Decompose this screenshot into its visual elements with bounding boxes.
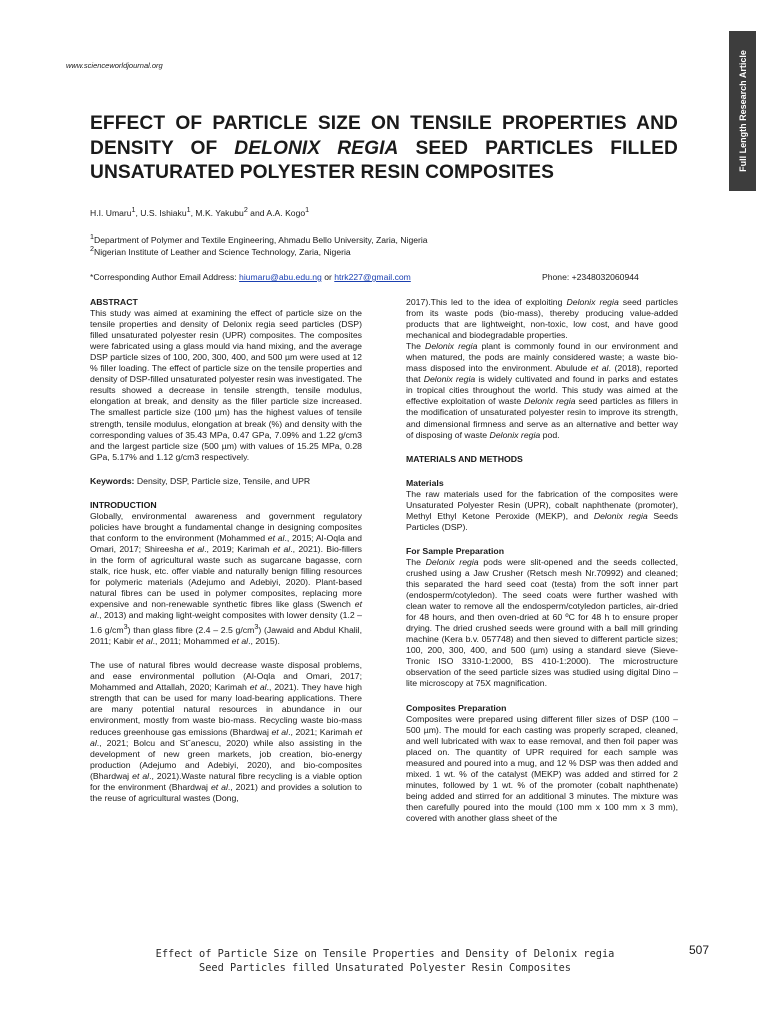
phone-number: Phone: +2348032060944	[542, 272, 639, 282]
paper-title	[90, 112, 678, 186]
italic-run: et al	[272, 543, 291, 554]
text-run: ) than glass fibre (2.4 – 2.5 g/cm	[127, 625, 255, 636]
italic-run: et al	[267, 532, 285, 543]
title-part-1: EFFECT OF PARTICLE SIZE ON TENSILE PROPERTIES AND DENSITY OF	[90, 113, 678, 159]
author-1-affil: 1	[131, 206, 136, 214]
article-type-label: Full Length Research Article	[737, 50, 748, 172]
composites-prep-paragraph: Composites were prepared using different filler sizes of DSP (100 – 500 µm). The mould for each casting was properly scraped, cleaned, and well lubricated with wax to ease removal, and then foil paper was placed on. The quantity of UPR required for each sample was measured and poured into a mug, and 12 % DSP was then added and mixed. 1 wt. % of the catalyst (MEKP) was added and stirred for 2 minutes, followed by 1 wt. % of the promoter (cobalt naphthenate) being added and stirred for an additional 3 minutes. The mixture was then carefully poured into the mould (100 mm x 100 mm x 3 mm), covered with another glass sheet of the	[406, 713, 678, 823]
intro-paragraph-3	[406, 297, 678, 341]
intro-paragraph-4	[406, 341, 678, 440]
text-run: The	[406, 556, 426, 567]
sample-prep-heading: For Sample Preparation	[406, 545, 505, 556]
introduction-heading: INTRODUCTION	[90, 499, 157, 510]
text-run: ., 2015).	[248, 636, 280, 647]
italic-run: et al	[210, 781, 228, 792]
affiliation-1-number: 1	[90, 233, 94, 241]
abstract-heading: ABSTRACT	[90, 297, 138, 307]
text-run: ., 2015; Al-Oqla and Omari, 2017; Shireesha	[90, 532, 363, 554]
author-3-affil: 2	[243, 206, 248, 214]
author-2-affil: 1	[186, 206, 191, 214]
author-4-affil: 1	[305, 206, 310, 214]
italic-run: et al	[132, 770, 150, 781]
text-run: is widely cultivated and found in parks and estates in tropical cities throughout the world. This study was aimed at the effective exploitation of waste	[406, 374, 678, 407]
text-run: plant is commonly found in our environment and when matured, the pods are mainly considered waste; a waste bio-mass disposed into the environment. Abulude	[406, 341, 678, 374]
text-run: ., 2013) and making light-weight composites with lower density (1.2 – 1.6 g/cm	[90, 610, 362, 636]
article-type-tab	[729, 31, 756, 191]
keywords-text: Density, DSP, Particle size, Tensile, and UPR	[134, 475, 311, 486]
affiliation-2	[90, 245, 351, 257]
italic-run: et al	[136, 636, 153, 647]
abstract-text: This study was aimed at examining the effect of particle size on the tensile properties and density of Delonix regia seed particles (DSP) filled unsaturated polyester resin (UPR) composites. The composites were fabricated using a glass mould via hand mixing, and the average DSP particle sizes of 100, 200, 300, 400, and 500 µm were used at 12 % filler loading. The effect of particle size on the tensile properties and density of DSP-filled unsaturated polyester resin was investigated. The results showed a decrease in tensile strength, tensile modulus, elongation at break, and density as the filler particle size increased. The smallest particle size (100 µm) has the highest values of tensile strength, tensile modulus, elongation at break (%) and density with the corresponding values of 35.43 MPa, 0.47 GPa, 7.09% and 1.22 g/cm3 and the largest particle size (500 µm) with values of 15.25 MPa, 0.28 GPa, 5.17% and 1.12 g/cm3 respectively.	[90, 308, 362, 462]
affiliation-1	[90, 233, 428, 245]
text-run: ., 2021; Bolcu and St˘anescu, 2020) while also assisting in the development of new green markets, job creation, bio-energy production (Adejumo and Adebiyi, 2020), and bio-composites (Bhardwaj	[90, 737, 362, 781]
affiliation-2-number: 2	[90, 245, 94, 253]
italic-run: et al	[90, 599, 362, 621]
author-4: and A.A. Kogo	[247, 207, 306, 218]
text-run: ., 2021). Bio-fillers in the form of agricultural waste such as sugarcane bagasse, corn stalk, rice husk, etc. offer viable and naturally benign filling resources for polymeric materials (Adejumo and Adebiyi, 2020). Plant-based natural fibres can be used in polymer composites, replacing more expensive and non-renewable synthetic fibres like glass (Swench	[90, 543, 363, 610]
corresponding-label: *Corresponding Author Email Address:	[90, 272, 240, 282]
text-run: . (2018), reported that	[406, 363, 679, 385]
affiliation-2-text: Nigerian Institute of Leather and Science Technology, Zaria, Nigeria	[93, 246, 351, 257]
text-run: ., 2021). They have high strength that can be used for many load-bearing applications. There are many potential natural resources in abundance in our environment, mostly from waste bio-mass. Recycling waste bio-mass reduces greenhouse gas emissions (Bhardwaj	[90, 682, 362, 737]
title-part-2: SEED PARTICLES FILLED UNSATURATED POLYESTER RESIN COMPOSITES	[90, 137, 678, 183]
italic-run: Delonix regia	[524, 396, 576, 407]
intro-paragraph-1	[90, 511, 362, 647]
right-column	[406, 297, 678, 824]
superscript: 3	[123, 622, 128, 632]
text-run: Globally, environmental awareness and government regulatory policies have brought a fundamental change in designing composites that conform to the environment (Mohammed	[90, 510, 362, 543]
text-run: ., 2021).Waste natural fibre recycling is a viable option for the environment (Bhardwaj	[90, 770, 362, 792]
text-run: The use of natural fibres would decrease waste disposal problems, and ease environmental pollution (Al-Oqla and Omari, 2017; Mohammed and Attallah, 2020; Karimah	[90, 660, 362, 693]
italic-run: Delonix regia	[566, 297, 619, 307]
text-run: ., 2011; Mohammed	[152, 636, 232, 647]
materials-heading: Materials	[406, 477, 444, 488]
text-run: The raw materials used for the fabrication of the composites were Unsaturated Polyester Resin (UPR), cobalt naphthenate (promoter), Methyl Ethyl Ketone Peroxide (MEKP), and	[406, 488, 678, 521]
text-run: The	[406, 341, 426, 352]
italic-run: Delonix regia	[423, 374, 476, 385]
author-1: H.I. Umaru	[90, 207, 132, 218]
author-list	[90, 206, 309, 218]
text-run: pod.	[540, 429, 560, 440]
materials-paragraph	[406, 489, 678, 533]
keywords-label: Keywords:	[90, 475, 135, 486]
author-3: , M.K. Yakubu	[190, 207, 244, 218]
italic-run: et al	[271, 726, 289, 737]
composites-prep-heading: Composites Preparation	[406, 702, 507, 713]
author-2: , U.S. Ishiaku	[135, 207, 187, 218]
affiliation-1-text: Department of Polymer and Textile Engineering, Ahmadu Bello University, Zaria, Nigeria	[93, 234, 428, 245]
keywords	[90, 476, 362, 487]
running-footer	[100, 947, 670, 975]
text-run: ., 2019; Karimah	[204, 543, 273, 554]
italic-run: et al	[590, 363, 609, 374]
italic-run: Delonix regia	[425, 341, 478, 352]
text-run: pods were slit-opened and the seeds collected, crushed using a Jaw Crusher (Retsch mesh Nr.70992) and cleaned; this separated the hard seed coat (testa) from the soft inner part (endosperm/cotyledon). The seed coats were further washed with clean water to remove all the endosperm/cotyledon particles, air-dried for 48 hours, and then oven-dried at 60 ºC for 48 h to ensure proper drying. The dried crushed seeds were ground with a ball mill grinding machine (Kera b.v. 057748) and then sieved to different particle sizes; 100, 200, 300, 400, and 500 (µm) using a standard sieve (Sieve-Tronic ISO 3310-1:2000, BS 410-1:2000). The microstructure observation of the seed particle sizes was studied using digital Dino – lite microscopy at 75X magnification.	[406, 556, 678, 689]
superscript: 3	[254, 622, 259, 632]
italic-run: et al	[186, 543, 205, 554]
email-separator: or	[321, 272, 335, 282]
email-link-1[interactable]: hiumaru@abu.edu.ng	[239, 272, 322, 282]
text-run: seed particles from its waste pods (bio-mass), thereby producing value-added products that are lightweight, non-toxic, low cost, and have good mechanical and biodegradable properties.	[406, 297, 679, 341]
journal-url[interactable]: www.scienceworldjournal.org	[66, 61, 163, 70]
text-run: ., 2021) and provides a solution to the reuse of agricultural wastes (Dong,	[90, 781, 363, 803]
intro-paragraph-2	[90, 660, 362, 804]
page-number: 507	[689, 943, 710, 957]
italic-run: et al	[90, 726, 362, 748]
footer-line-1: Effect of Particle Size on Tensile Properties and Density of Delonix regia	[155, 948, 615, 960]
italic-run: Delonix regia	[593, 510, 648, 521]
left-column	[90, 297, 362, 804]
email-link-2[interactable]: htrk227@gmail.com	[334, 272, 411, 282]
text-run: Seeds Particles (DSP).	[406, 510, 678, 532]
italic-run: Delonix regia	[425, 556, 479, 567]
italic-run: et al	[249, 682, 267, 693]
footer-line-2: Seed Particles filled Unsaturated Polyester Resin Composites	[199, 962, 571, 974]
text-run: seed particles as fillers in the modification of unsaturated polyester resin to improve its strength, and dimensional firmness and serve as an alternative and better way of disposing of waste	[406, 396, 678, 440]
text-run: ., 2021; Karimah	[288, 726, 355, 737]
corresponding-author	[90, 272, 411, 282]
sample-prep-paragraph	[406, 557, 678, 690]
text-run: ) (Jawaid and Abdul Khalil, 2011; Kabir	[90, 625, 362, 647]
italic-run: Delonix regia	[489, 429, 541, 440]
methods-heading: MATERIALS AND METHODS	[406, 453, 523, 464]
italic-run: et al	[231, 636, 249, 647]
title-species: DELONIX REGIA	[234, 137, 399, 159]
text-run: 2017).This led to the idea of exploiting	[406, 297, 567, 307]
